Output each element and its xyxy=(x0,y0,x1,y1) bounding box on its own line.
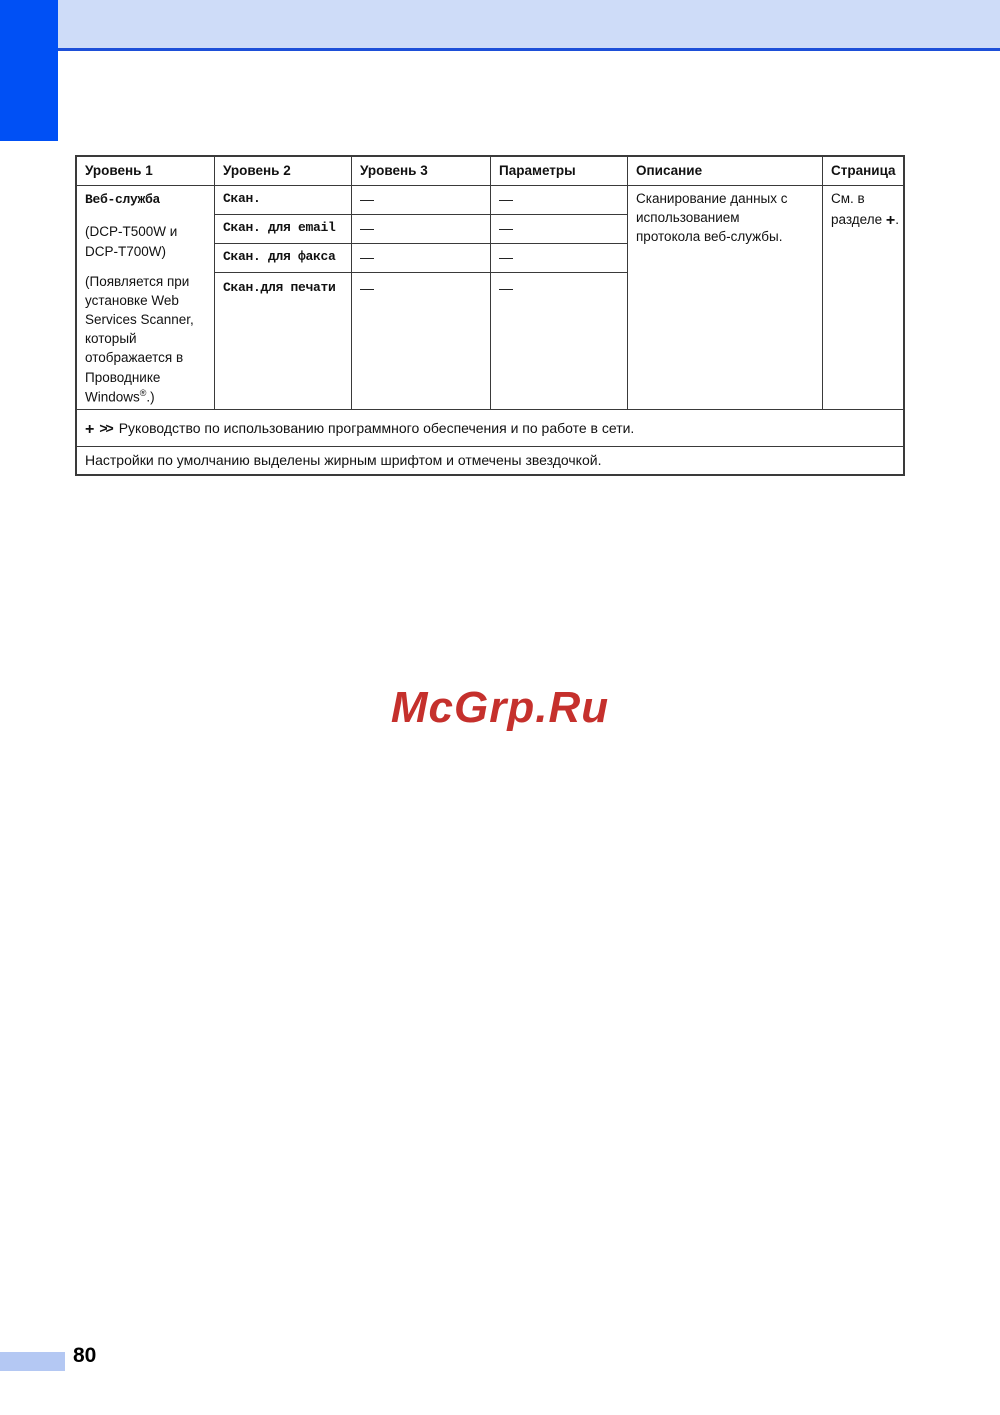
footnote-plus-marker: + xyxy=(885,211,896,229)
column-header-level3: Уровень 3 xyxy=(352,157,491,186)
level3-cell: — xyxy=(352,244,491,273)
level2-cell: Скан. xyxy=(215,186,352,215)
page-reference-cell: См. в разделе +. xyxy=(823,186,904,410)
column-header-description: Описание xyxy=(628,157,823,186)
page-footer-bar xyxy=(0,1352,65,1371)
parameters-cell: — xyxy=(491,215,628,244)
see-guide-arrows-icon: >> xyxy=(99,420,112,436)
level3-cell: — xyxy=(352,186,491,215)
page-number: 80 xyxy=(73,1344,97,1367)
column-header-level2: Уровень 2 xyxy=(215,157,352,186)
parameters-cell: — xyxy=(491,273,628,410)
chapter-tab-block xyxy=(0,0,58,141)
level3-cell: — xyxy=(352,273,491,410)
column-header-parameters: Параметры xyxy=(491,157,628,186)
parameters-cell: — xyxy=(491,186,628,215)
level1-note: (Появляется при установке Web Services Scanner, который отображается в Проводнике Windows®.) xyxy=(85,273,194,405)
column-header-level1: Уровень 1 xyxy=(77,157,215,186)
watermark-text: McGrp.Ru xyxy=(390,683,610,732)
footnote-plus-marker: + xyxy=(85,421,95,438)
level1-menu-name: Веб-служба xyxy=(85,192,161,207)
registered-trademark-symbol: ® xyxy=(139,387,147,398)
level1-models: (DCP-T500W и DCP-T700W) xyxy=(85,224,178,259)
column-header-page: Страница xyxy=(823,157,904,186)
level2-cell: Скан. для email xyxy=(215,215,352,244)
description-cell: Сканирование данных с использованием протокола веб-службы. xyxy=(628,186,823,410)
footnote-row xyxy=(77,410,904,447)
level3-cell: — xyxy=(352,215,491,244)
parameters-cell: — xyxy=(491,244,628,273)
default-settings-note: Настройки по умолчанию выделены жирным шрифтом и отмечены звездочкой. xyxy=(85,452,602,468)
menu-levels-table xyxy=(75,155,905,476)
level1-cell xyxy=(77,186,215,410)
footnote-text: Руководство по использованию программного обеспечения и по работе в сети. xyxy=(118,420,635,436)
page-header-band xyxy=(58,0,1000,51)
level2-cell: Скан.для печати xyxy=(215,273,352,410)
level2-cell: Скан. для факса xyxy=(215,244,352,273)
